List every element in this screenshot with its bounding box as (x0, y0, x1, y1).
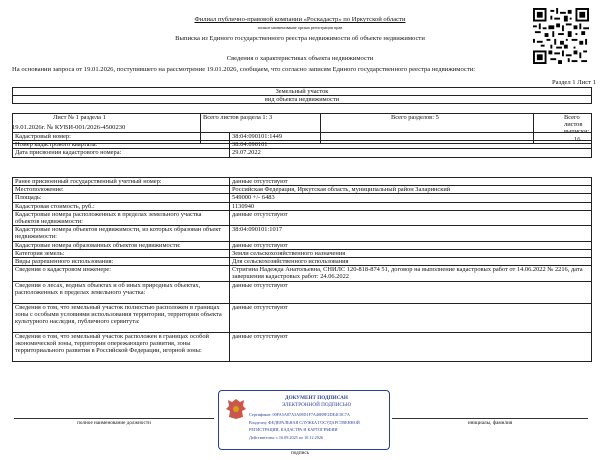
row-value: данные отсутствуют (230, 303, 592, 332)
table-row (13, 149, 592, 157)
table-row (13, 133, 592, 141)
total-sheets-label: Всего листов выписки: (564, 114, 590, 136)
table-row (13, 186, 592, 194)
stamp-owner: Владелец: ФЕДЕРАЛЬНАЯ СЛУЖБА ГОСУДАРСТВЕННОЙ (249, 420, 360, 425)
stamp-valid: Действителен: с 16.09.2025 по 10.12.2026 (249, 435, 324, 440)
row-label: Сведения о том, что земельный участок полностью расположен в границах зоны с особыми условиями использования территории, территории объекта культурного наследия, публичного сервитута: (13, 303, 230, 332)
object-kind-caption: вид объекта недвижимости (13, 96, 592, 104)
table-row (13, 194, 592, 202)
row-label: Номер кадастрового квартала: (13, 141, 230, 149)
row-value: 38:04:090101 (230, 141, 592, 149)
coat-of-arms-icon (225, 397, 247, 421)
subtitle: Сведения о характеристиках объекта недвижимости (226, 55, 374, 62)
row-label: Виды разрешенного использования: (13, 258, 230, 266)
characteristics-table (12, 177, 592, 362)
row-value: 1130940 (230, 202, 592, 210)
table-row (13, 226, 592, 241)
table-row (13, 241, 592, 249)
doc-number: 19.01.2026г. № КУВИ-001/2026-4500230 (12, 124, 126, 131)
identification-table (12, 132, 592, 158)
row-value: 38:04:090101:1449 (230, 133, 592, 141)
org-caption: полное наименование органа регистрации прав (257, 25, 343, 30)
stamp-line2: ЭЛЕКТРОННОЙ ПОДПИСЬЮ (281, 402, 352, 408)
row-value: Земли сельскохозяйственного назначения (230, 249, 592, 257)
row-value: данные отсутствуют (230, 332, 592, 361)
row-value: 38:04:090101:1017 (230, 226, 592, 241)
table-row (13, 249, 592, 257)
table-row (13, 178, 592, 186)
position-line (14, 418, 214, 419)
name-caption: инициалы, фамилия (467, 420, 513, 426)
total-sections: Всего разделов: 5 (321, 114, 534, 144)
row-value: Российская Федерация, Иркутская область, муниципальный район Заларинский (230, 186, 592, 194)
table-row (13, 303, 592, 332)
row-value: 549000 +/- 6483 (230, 194, 592, 202)
total-sheets-value: 16 (574, 135, 581, 143)
total-sheets-section: Всего листов раздела 1: 3 (201, 114, 321, 144)
row-label: Кадастровая стоимость, руб.: (13, 202, 230, 210)
table-row (13, 202, 592, 210)
table-row (13, 281, 592, 303)
row-label: Местоположение: (13, 186, 230, 194)
row-label: Ранее присвоенный государственный учетный номер: (13, 178, 230, 186)
row-label: Кадастровые номера объектов недвижимости, из которых образован объект недвижимости: (13, 226, 230, 241)
sheet-number: Лист № 1 раздела 1 (13, 114, 201, 144)
table-row (13, 210, 592, 225)
row-value: данные отсутствуют (230, 210, 592, 225)
row-label: Кадастровый номер: (13, 133, 230, 141)
row-label: Кадастровые номера расположенных в пределах земельного участка объектов недвижимости: (13, 210, 230, 225)
section-label: Раздел 1 Лист 1 (552, 79, 596, 86)
row-label: Площадь: (13, 194, 230, 202)
row-value: 29.07.2022 (230, 149, 592, 157)
table-row (13, 266, 592, 281)
object-kind-table (12, 87, 592, 104)
signature-caption: подпись (290, 450, 310, 456)
row-value: Стригина Надежда Анатольевна, СНИЛС 120-818-874 51, договор на выполнение кадастровых работ от 14.06.2022 № 2216, дата завершения кадастровых работ: 24.06.2022 (230, 266, 592, 281)
row-value: Для сельскохозяйственного использования (230, 258, 592, 266)
row-value: данные отсутствуют (230, 178, 592, 186)
stamp-line1: ДОКУМЕНТ ПОДПИСАН (285, 395, 348, 401)
electronic-signature-stamp (218, 390, 390, 450)
row-label: Кадастровые номера образованных объектов недвижимости: (13, 241, 230, 249)
stamp-owner2: РЕГИСТРАЦИИ, КАДАСТРА И КАРТОГРАФИИ (249, 427, 338, 432)
row-label: Дата присвоения кадастрового номера: (13, 149, 230, 157)
row-label: Сведения о кадастровом инженере: (13, 266, 230, 281)
object-kind: Земельный участок (13, 88, 592, 96)
row-label: Сведения о том, что земельный участок расположен в границах особой экономической зоны, территории опережающего развития, зоны территориального развития в Российской Федерации, игорной зоны: (13, 332, 230, 361)
table-row (13, 332, 592, 361)
name-line (392, 418, 588, 419)
org-name: Филиал публично-правовой компании «Роскадастр» по Иркутской области (194, 16, 406, 23)
doc-title: Выписка из Единого государственного реестра недвижимости об объекте недвижимости (175, 35, 425, 42)
qr-code-icon (533, 8, 589, 64)
position-caption: полное наименование должности (77, 420, 151, 426)
table-row (13, 141, 592, 149)
row-value: данные отсутствуют (230, 281, 592, 303)
row-label: Категория земель: (13, 249, 230, 257)
row-label: Сведения о лесах, водных объектах и об иных природных объектах, расположенных в пределах земельного участка: (13, 281, 230, 303)
row-value: данные отсутствуют (230, 241, 592, 249)
table-row (13, 258, 592, 266)
stamp-cert: Сертификат: 00FA5A87A3A09D1F7A40B9F2DE4C0C7A (249, 412, 350, 417)
intro-text: На основании запроса от 19.01.2026, поступившего на рассмотрение 19.01.2026, сообщаем, что согласно записям Единого государственного реестра недвижимости: (12, 66, 476, 73)
